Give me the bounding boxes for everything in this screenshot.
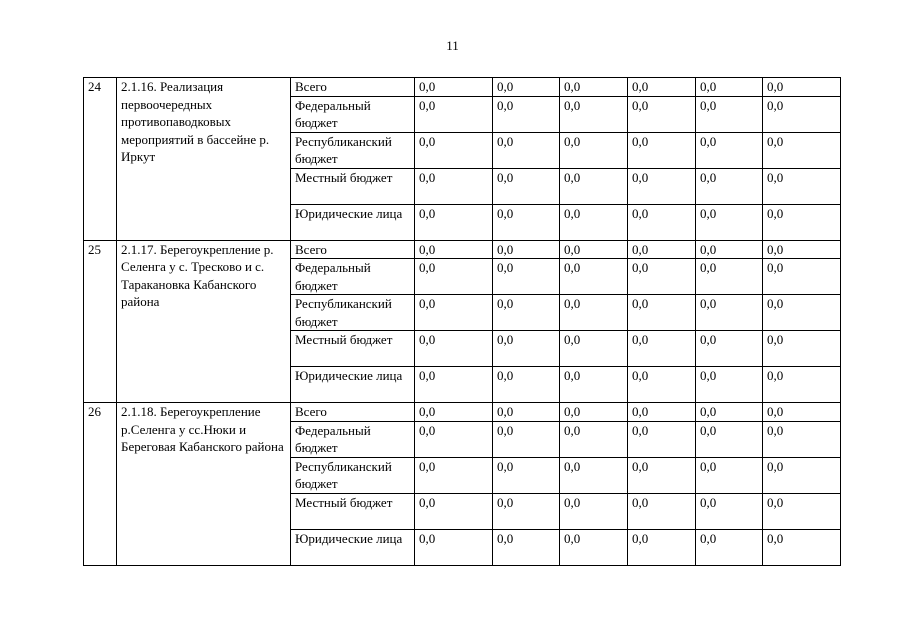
funding-value: 0,0	[493, 259, 560, 295]
funding-source: Всего	[291, 403, 415, 422]
funding-value: 0,0	[763, 204, 841, 240]
funding-value: 0,0	[493, 240, 560, 259]
measure-name: 2.1.17. Берегоукрепление р. Селенга у с. Тресково и с. Таракановка Кабанского района	[117, 240, 291, 403]
funding-value: 0,0	[493, 493, 560, 529]
funding-value: 0,0	[415, 78, 493, 97]
funding-value: 0,0	[493, 403, 560, 422]
table-row	[84, 403, 841, 422]
funding-value: 0,0	[415, 529, 493, 565]
funding-value: 0,0	[628, 421, 696, 457]
funding-value: 0,0	[493, 367, 560, 403]
funding-value: 0,0	[763, 168, 841, 204]
funding-source: Всего	[291, 240, 415, 259]
budget-table	[83, 77, 841, 566]
funding-value: 0,0	[763, 331, 841, 367]
funding-value: 0,0	[696, 259, 763, 295]
funding-value: 0,0	[493, 457, 560, 493]
row-number: 24	[84, 78, 117, 241]
funding-value: 0,0	[493, 168, 560, 204]
funding-value: 0,0	[628, 493, 696, 529]
funding-value: 0,0	[628, 295, 696, 331]
funding-value: 0,0	[628, 367, 696, 403]
funding-value: 0,0	[415, 493, 493, 529]
funding-value: 0,0	[493, 96, 560, 132]
funding-value: 0,0	[415, 457, 493, 493]
funding-source: Юридические лица	[291, 529, 415, 565]
funding-value: 0,0	[560, 421, 628, 457]
funding-value: 0,0	[560, 331, 628, 367]
funding-value: 0,0	[560, 168, 628, 204]
funding-value: 0,0	[560, 403, 628, 422]
funding-value: 0,0	[763, 132, 841, 168]
funding-value: 0,0	[696, 295, 763, 331]
funding-value: 0,0	[415, 96, 493, 132]
funding-value: 0,0	[415, 331, 493, 367]
funding-value: 0,0	[763, 403, 841, 422]
funding-value: 0,0	[628, 96, 696, 132]
funding-value: 0,0	[763, 421, 841, 457]
table-row	[84, 240, 841, 259]
funding-value: 0,0	[628, 331, 696, 367]
funding-value: 0,0	[560, 295, 628, 331]
funding-source: Республиканский бюджет	[291, 457, 415, 493]
funding-value: 0,0	[628, 529, 696, 565]
funding-value: 0,0	[628, 240, 696, 259]
funding-value: 0,0	[560, 367, 628, 403]
funding-value: 0,0	[628, 457, 696, 493]
funding-value: 0,0	[696, 204, 763, 240]
funding-value: 0,0	[763, 295, 841, 331]
funding-value: 0,0	[415, 295, 493, 331]
funding-value: 0,0	[763, 96, 841, 132]
funding-value: 0,0	[696, 403, 763, 422]
funding-value: 0,0	[493, 421, 560, 457]
measure-name: 2.1.18. Берегоукрепление р.Селенга у сс.Нюки и Береговая Кабанского района	[117, 403, 291, 566]
funding-value: 0,0	[696, 529, 763, 565]
funding-value: 0,0	[415, 403, 493, 422]
funding-value: 0,0	[415, 259, 493, 295]
funding-value: 0,0	[560, 457, 628, 493]
funding-value: 0,0	[628, 403, 696, 422]
funding-value: 0,0	[696, 240, 763, 259]
funding-source: Федеральный бюджет	[291, 421, 415, 457]
funding-value: 0,0	[560, 240, 628, 259]
funding-value: 0,0	[628, 168, 696, 204]
funding-value: 0,0	[493, 78, 560, 97]
funding-value: 0,0	[560, 78, 628, 97]
funding-value: 0,0	[493, 204, 560, 240]
row-number: 25	[84, 240, 117, 403]
funding-value: 0,0	[628, 259, 696, 295]
funding-source: Местный бюджет	[291, 168, 415, 204]
funding-source: Федеральный бюджет	[291, 96, 415, 132]
funding-value: 0,0	[763, 457, 841, 493]
funding-value: 0,0	[560, 204, 628, 240]
page-number: 11	[446, 38, 459, 53]
funding-value: 0,0	[628, 132, 696, 168]
funding-source: Федеральный бюджет	[291, 259, 415, 295]
funding-source: Местный бюджет	[291, 493, 415, 529]
funding-value: 0,0	[763, 493, 841, 529]
funding-value: 0,0	[493, 132, 560, 168]
funding-source: Республиканский бюджет	[291, 132, 415, 168]
funding-value: 0,0	[696, 168, 763, 204]
funding-source: Юридические лица	[291, 367, 415, 403]
funding-source: Местный бюджет	[291, 331, 415, 367]
funding-source: Всего	[291, 78, 415, 97]
funding-value: 0,0	[415, 168, 493, 204]
funding-value: 0,0	[696, 367, 763, 403]
funding-value: 0,0	[696, 78, 763, 97]
funding-value: 0,0	[560, 529, 628, 565]
funding-value: 0,0	[415, 240, 493, 259]
funding-value: 0,0	[560, 493, 628, 529]
funding-value: 0,0	[415, 132, 493, 168]
funding-value: 0,0	[763, 78, 841, 97]
funding-value: 0,0	[560, 132, 628, 168]
funding-value: 0,0	[628, 78, 696, 97]
funding-value: 0,0	[763, 367, 841, 403]
funding-value: 0,0	[696, 331, 763, 367]
funding-value: 0,0	[415, 204, 493, 240]
funding-value: 0,0	[628, 204, 696, 240]
measure-name: 2.1.16. Реализация первоочередных противопаводковых мероприятий в бассейне р. Иркут	[117, 78, 291, 241]
funding-source: Республиканский бюджет	[291, 295, 415, 331]
table-row	[84, 78, 841, 97]
funding-value: 0,0	[560, 259, 628, 295]
funding-value: 0,0	[696, 457, 763, 493]
funding-value: 0,0	[493, 331, 560, 367]
funding-value: 0,0	[415, 367, 493, 403]
funding-value: 0,0	[415, 421, 493, 457]
funding-value: 0,0	[696, 132, 763, 168]
row-number: 26	[84, 403, 117, 566]
funding-value: 0,0	[696, 493, 763, 529]
funding-value: 0,0	[493, 295, 560, 331]
funding-value: 0,0	[763, 529, 841, 565]
funding-source: Юридические лица	[291, 204, 415, 240]
funding-value: 0,0	[763, 240, 841, 259]
funding-value: 0,0	[696, 96, 763, 132]
funding-value: 0,0	[763, 259, 841, 295]
funding-value: 0,0	[560, 96, 628, 132]
funding-value: 0,0	[493, 529, 560, 565]
funding-value: 0,0	[696, 421, 763, 457]
